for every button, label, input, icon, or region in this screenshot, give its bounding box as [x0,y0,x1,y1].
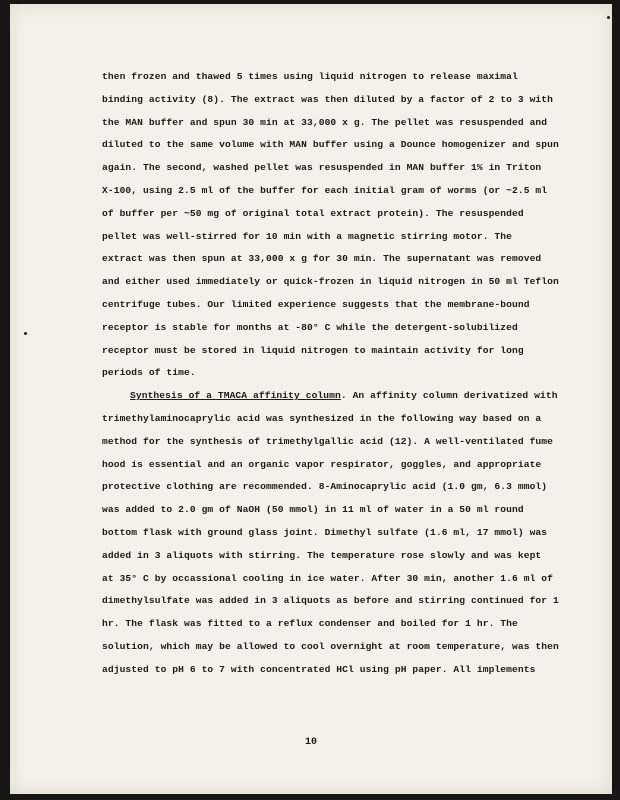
text-line: hr. The flask was fitted to a reflux condenser and boiled for 1 hr. The [102,618,518,630]
section-heading-line [102,385,564,408]
text-line: periods of time. [102,367,196,379]
text-line: receptor is stable for months at -80° C while the detergent-solubilized [102,321,518,333]
text-line: pellet was well-stirred for 10 min with a magnetic stirring motor. The [102,230,513,242]
text-line: extract was then spun at 33,000 x g for 30 min. The supernatant was removed [102,253,542,265]
text-line: solution, which may be allowed to cool overnight at room temperature, was then [102,640,559,652]
text-line: protective clothing are recommended. 8-Aminocaprylic acid (1.0 gm, 6.3 mmol) [102,481,548,493]
scan-speck [24,332,27,335]
text-line: added in 3 aliquots with stirring. The temperature rose slowly and was kept [102,549,542,561]
text-line: bottom flask with ground glass joint. Dimethyl sulfate (1.6 ml, 17 mmol) was [102,526,548,538]
section-heading-rest: . An affinity column derivatized with [340,390,558,402]
text-line: receptor must be stored in liquid nitrogen to maintain activity for long [102,344,524,356]
text-line: the MAN buffer and spun 30 min at 33,000 x g. The pellet was resuspended and [102,116,548,128]
text-line: dimethylsulfate was added in 3 aliquots as before and stirring continued for 1 [102,595,559,607]
section-heading: Synthesis of a TMACA affinity column [130,390,341,402]
text-line: method for the synthesis of trimethylgallic acid (12). A well-ventilated fume [102,435,554,447]
page-number: 10 [304,737,317,748]
text-line: binding activity (8). The extract was then diluted by a factor of 2 to 3 with [102,93,554,105]
text-line: diluted to the same volume with MAN buffer using a Dounce homogenizer and spun [102,139,559,151]
text-line: at 35° C by occassional cooling in ice water. After 30 min, another 1.6 ml of [102,572,554,584]
text-line: was added to 2.0 gm of NaOH (50 mmol) in 11 ml of water in a 50 ml round [102,504,524,516]
text-line: X-100, using 2.5 ml of the buffer for each initial gram of worms (or ~2.5 ml [102,184,548,196]
body-text [102,66,564,682]
document-page [10,4,612,794]
text-line: centrifuge tubes. Our limited experience suggests that the membrane-bound [102,298,530,310]
text-line: again. The second, washed pellet was resuspended in MAN buffer 1% in Triton [102,162,542,174]
text-line: trimethylaminocaprylic acid was synthesized in the following way based on a [102,412,542,424]
text-line: adjusted to pH 6 to 7 with concentrated HCl using pH paper. All implements [102,663,536,675]
text-line: hood is essential and an organic vapor respirator, goggles, and appropriate [102,458,542,470]
scan-speck [607,16,610,19]
text-line: then frozen and thawed 5 times using liquid nitrogen to release maximal [102,71,518,82]
text-line: and either used immediately or quick-frozen in liquid nitrogen in 50 ml Teflon [102,276,559,288]
text-line: of buffer per ~50 mg of original total extract protein). The resuspended [102,207,524,219]
